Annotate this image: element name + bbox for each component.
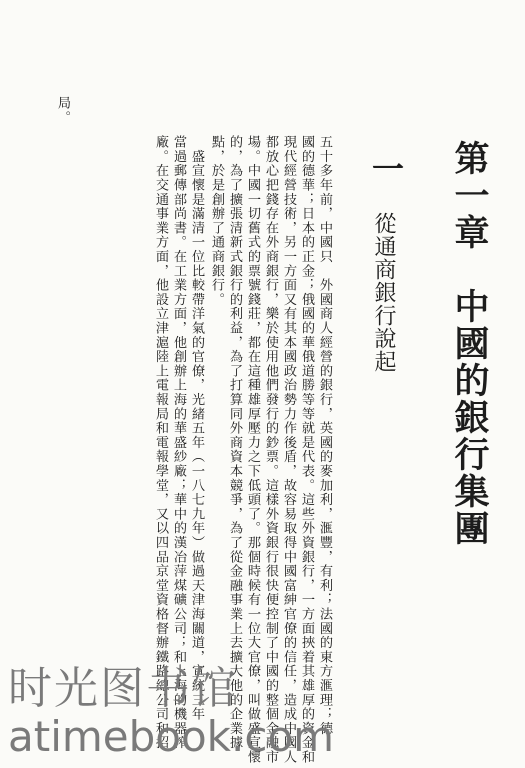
body-column: 國的德華；日本的正金；俄國的華俄道勝等等就是代表。這些外資銀行，一方面挾着其雄厚的資金和	[299, 135, 314, 765]
section-title: 從通商銀行說起	[371, 212, 396, 373]
body-column: 當過郵傳部尚書。在工業方面，他創辦上海的華盛紗廠；華中的漢冶萍煤礦公司；和上海的機器搾	[171, 135, 186, 750]
body-column: 盛宣懷是滿清一位比較帶洋氣的官僚，光緒五年（一八七九年）做過天津海關道，宣統三年	[189, 135, 204, 722]
watermark-url: atimebook.com	[8, 712, 335, 761]
section-number: 一	[367, 152, 405, 184]
body-column: 局。	[55, 96, 70, 125]
body-column: 現代經營技術，另一方面又有其本國政治勢力作後盾，故容易取得中國富紳官僚的信任，造成中國人	[281, 135, 296, 765]
body-column: 五十多年前，中國只 外國商人經營的銀行，英國的麥加利，滙豐，有利；法國的東方滙理；德	[317, 135, 332, 736]
body-column: 的，為了擴張清新式銀行的利益，為了打算同外商資本競爭，為了從金融事業上去擴大他的企業據	[227, 135, 242, 750]
body-column: 都放心把錢存在外商銀行，樂於使用他們發行的鈔票。這樣外資銀行很快便控制了中國的整個金融市	[263, 135, 278, 765]
body-column: 廠。在交通事業方面，他設立津滬陸上電報局和電報學堂，又以四品京堂資格督辦鐵路總公司和招	[153, 135, 168, 750]
chapter-title: 第一章 中國的銀行集團	[449, 140, 490, 547]
watermark-library-name: 时光图书馆	[8, 663, 238, 714]
body-column: 點，於是創辦了通商銀行。	[209, 135, 224, 307]
body-column: 場。中國一切舊式的票號錢莊，都在這種雄厚壓力之下低頭了。那個時候有一位大官僚，叫做盛宣懷	[245, 135, 260, 765]
